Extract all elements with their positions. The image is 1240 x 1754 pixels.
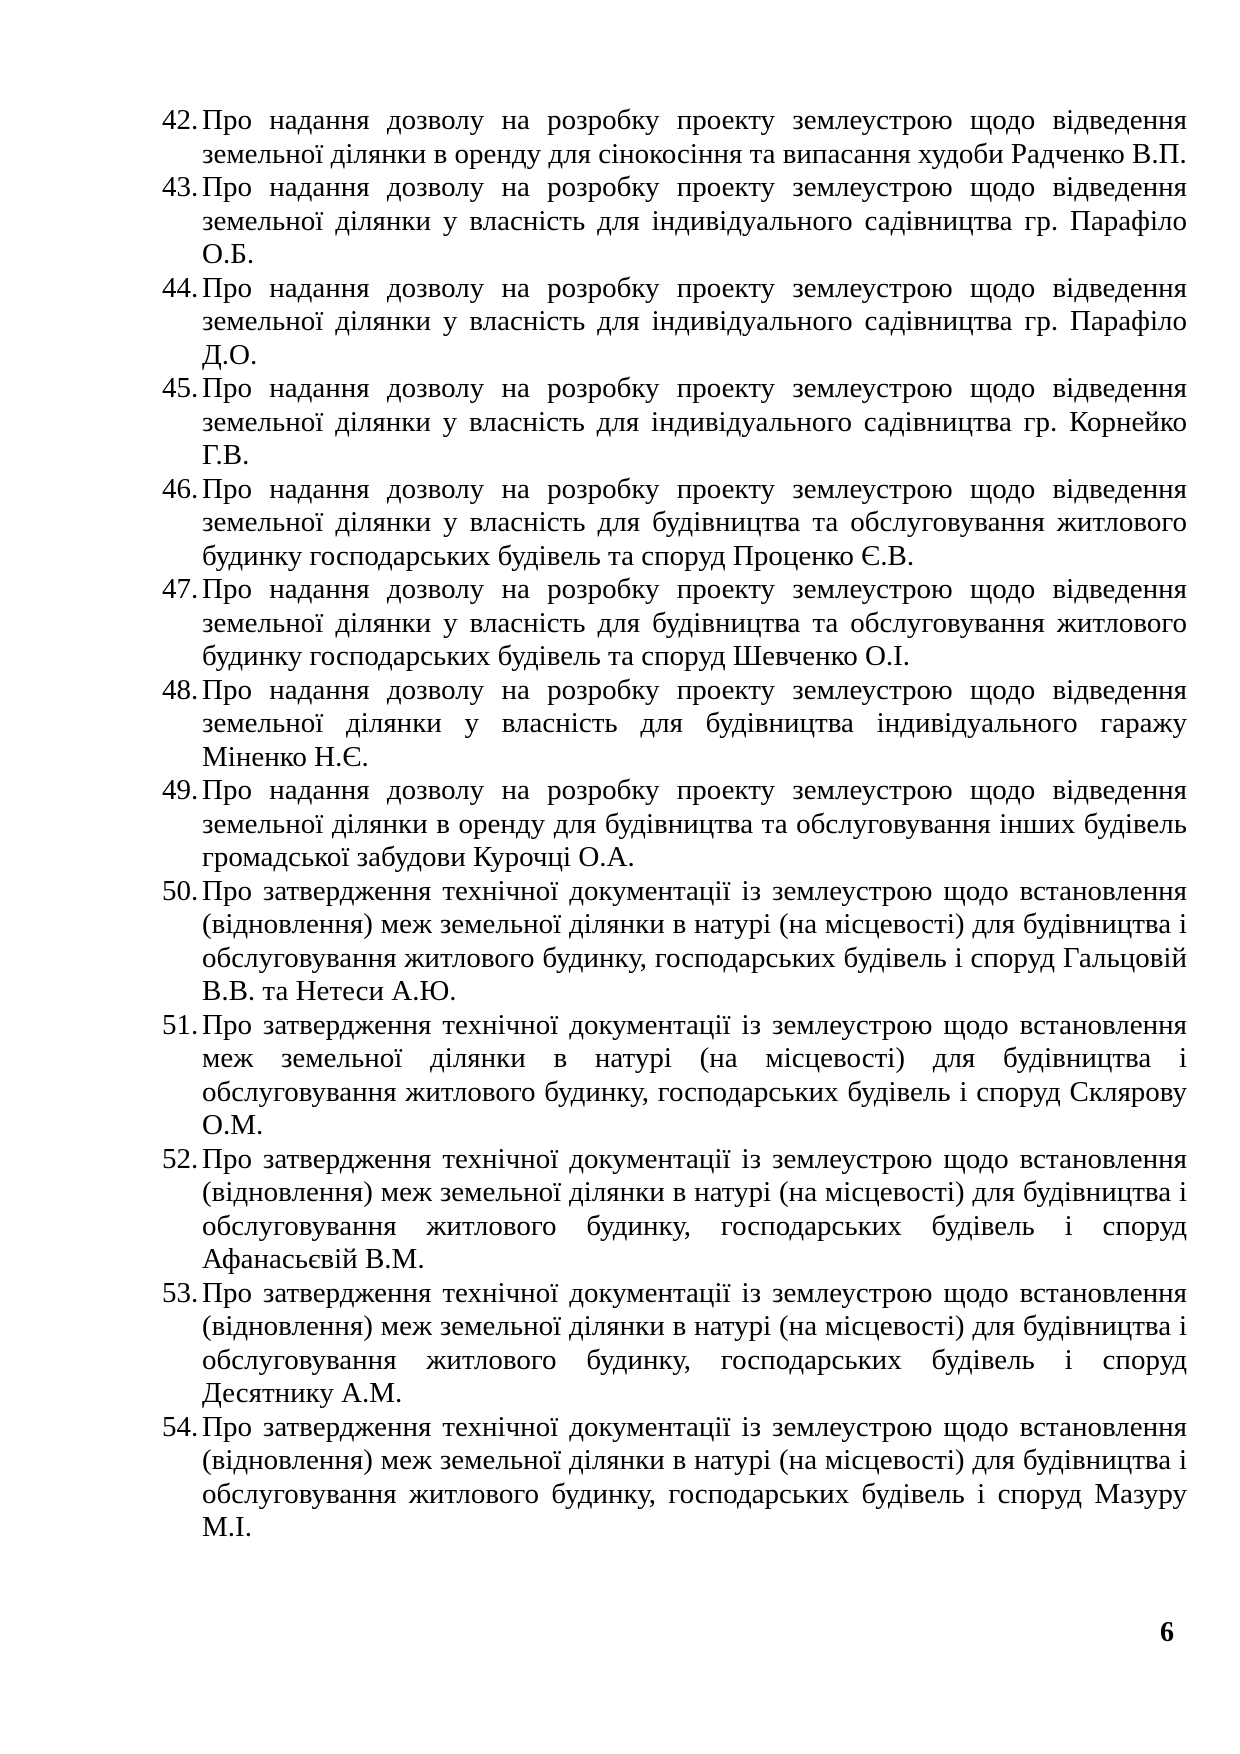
- agenda-item: [162, 372, 1187, 473]
- item-number: 54.: [162, 1410, 199, 1443]
- agenda-item: [162, 573, 1187, 674]
- item-text: Про затвердження технічної документації із землеустрою щодо встановлення (відновлення) меж земельної ділянки в натурі (на місцевості) для будівництва і обслуговування житлового будинку, господарських будівель і споруд Мазуру М.І.: [202, 1410, 1187, 1543]
- item-number: 42.: [162, 104, 199, 136]
- item-number: 43.: [162, 171, 199, 203]
- item-text: Про надання дозволу на розробку проекту землеустрою щодо відведення земельної ділянки у власність для будівництва індивідуального гаражу Міненко Н.Є.: [202, 673, 1187, 773]
- item-number: 53.: [162, 1276, 199, 1309]
- item-text: Про надання дозволу на розробку проекту землеустрою щодо відведення земельної ділянки у власність для будівництва та обслуговування житлового будинку господарських будівель та споруд Шевченко О.І.: [202, 573, 1187, 672]
- item-number: 46.: [162, 472, 199, 505]
- agenda-item: [162, 104, 1187, 171]
- agenda-item: [162, 272, 1187, 373]
- agenda-item: [162, 1143, 1187, 1277]
- agenda-item: [162, 875, 1187, 1009]
- agenda-item: [162, 1009, 1187, 1143]
- item-number: 51.: [162, 1008, 199, 1041]
- item-text: Про надання дозволу на розробку проекту землеустрою щодо відведення земельної ділянки в оренду для сінокосіння та випасання худоби Радченко В.П.: [202, 104, 1187, 170]
- agenda-list: [162, 104, 1187, 1545]
- item-text: Про надання дозволу на розробку проекту землеустрою щодо відведення земельної ділянки у власність для індивідуального садівництва гр. Корнейко Г.В.: [202, 372, 1187, 471]
- agenda-item: [162, 1277, 1187, 1411]
- item-number: 44.: [162, 271, 199, 304]
- agenda-item: [162, 171, 1187, 272]
- item-text: Про надання дозволу на розробку проекту землеустрою щодо відведення земельної ділянки в оренду для будівництва та обслуговування інших будівель громадської забудови Курочці О.А.: [202, 774, 1187, 873]
- item-text: Про затвердження технічної документації із землеустрою щодо встановлення (відновлення) меж земельної ділянки в натурі (на місцевості) для будівництва і обслуговування житлового будинку, господарських будівель і споруд Гальцовій В.В. та Нетеси А.Ю.: [202, 874, 1187, 1007]
- item-text: Про надання дозволу на розробку проекту землеустрою щодо відведення земельної ділянки у власність для індивідуального садівництва гр. Парафіло О.Б.: [202, 171, 1187, 270]
- item-number: 48.: [162, 673, 199, 706]
- item-text: Про надання дозволу на розробку проекту землеустрою щодо відведення земельної ділянки у власність для будівництва та обслуговування житлового будинку господарських будівель та споруд Проценко Є.В.: [202, 472, 1187, 572]
- item-number: 52.: [162, 1142, 199, 1175]
- agenda-item: [162, 1411, 1187, 1545]
- item-text: Про затвердження технічної документації із землеустрою щодо встановлення (відновлення) меж земельної ділянки в натурі (на місцевості) для будівництва і обслуговування житлового будинку, господарських будівель і споруд Афанасьєвій В.М.: [202, 1142, 1187, 1275]
- item-number: 49.: [162, 774, 199, 806]
- item-number: 47.: [162, 573, 199, 605]
- item-text: Про надання дозволу на розробку проекту землеустрою щодо відведення земельної ділянки у власність для індивідуального садівництва гр. Парафіло Д.О.: [202, 271, 1187, 371]
- item-number: 50.: [162, 874, 199, 907]
- page-number: 6: [1160, 1617, 1174, 1648]
- item-number: 45.: [162, 372, 199, 404]
- item-text: Про затвердження технічної документації із землеустрою щодо встановлення (відновлення) меж земельної ділянки в натурі (на місцевості) для будівництва і обслуговування житлового будинку, господарських будівель і споруд Десятнику А.М.: [202, 1276, 1187, 1409]
- item-text: Про затвердження технічної документації із землеустрою щодо встановлення меж земельної ділянки в натурі (на місцевості) для будівництва і обслуговування житлового будинку, господарських будівель і споруд Склярову О.М.: [202, 1008, 1187, 1141]
- agenda-item: [162, 774, 1187, 875]
- agenda-item: [162, 674, 1187, 775]
- agenda-item: [162, 473, 1187, 574]
